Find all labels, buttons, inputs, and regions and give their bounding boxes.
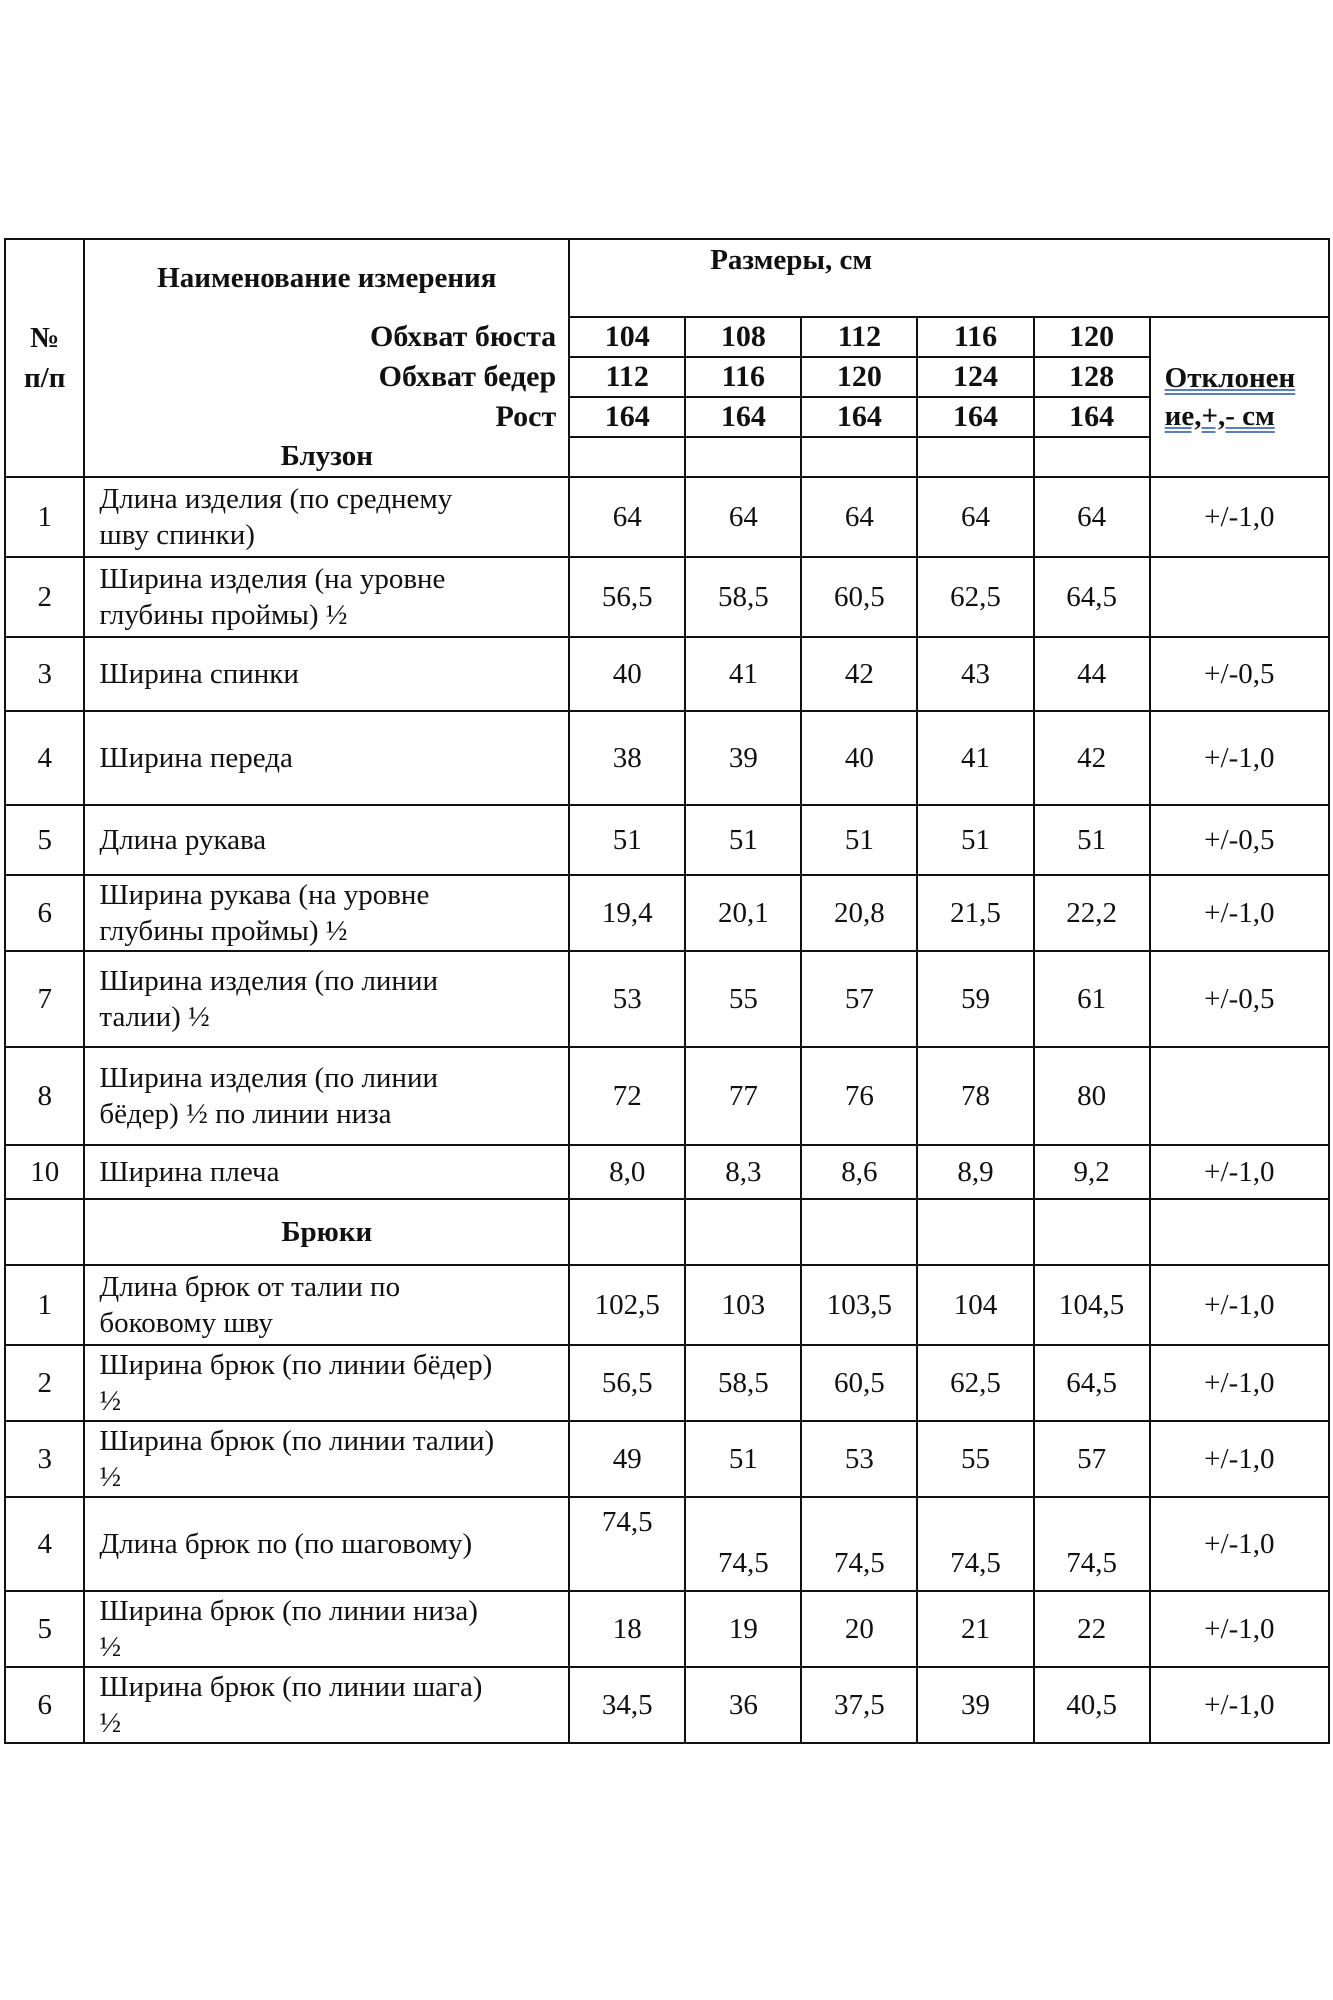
- header-row-hips: [5, 357, 1329, 397]
- header-sizes-cell: [569, 239, 1329, 317]
- empty-cell: [685, 1199, 801, 1265]
- measurement-name-line: ½: [99, 1631, 122, 1663]
- measurement-name: [84, 1265, 569, 1345]
- measurement-name-line: бёдер) ½ по линии низа: [99, 1098, 392, 1130]
- tolerance-value: +/-0,5: [1150, 637, 1329, 711]
- size-value: 20,1: [685, 875, 801, 951]
- size-value: 64: [917, 477, 1033, 557]
- size-value: 64: [685, 477, 801, 557]
- row-number: 3: [5, 1421, 84, 1497]
- size-value: 64: [801, 477, 917, 557]
- size-bust-1: 104: [569, 317, 685, 357]
- measurement-name: [84, 875, 569, 951]
- header-tolerance-cell: [1150, 317, 1329, 477]
- measurement-name: [84, 1591, 569, 1667]
- measurement-name-line: ½: [99, 1461, 122, 1493]
- page-bottom-cut: [4, 1758, 1330, 1770]
- size-value: 41: [685, 637, 801, 711]
- size-value: 80: [1034, 1047, 1150, 1145]
- section-title-blouson: Блузон: [84, 437, 569, 477]
- size-height-4: 164: [917, 397, 1033, 437]
- size-value: 43: [917, 637, 1033, 711]
- size-value: 8,9: [917, 1145, 1033, 1199]
- size-value: 8,3: [685, 1145, 801, 1199]
- size-bust-3: 112: [801, 317, 917, 357]
- size-value: 53: [801, 1421, 917, 1497]
- size-value: 20,8: [801, 875, 917, 951]
- size-value: 74,5: [685, 1497, 801, 1591]
- size-value: 103,5: [801, 1265, 917, 1345]
- row-number: 8: [5, 1047, 84, 1145]
- empty-cell: [685, 437, 801, 477]
- size-value: 62,5: [917, 1345, 1033, 1421]
- size-height-5: 164: [1034, 397, 1150, 437]
- measurement-name-line: Ширина плеча: [99, 1156, 280, 1188]
- empty-cell: [1150, 1199, 1329, 1265]
- measurement-name: [84, 1047, 569, 1145]
- header-number-label-1: №: [30, 322, 60, 354]
- tolerance-value: [1150, 1047, 1329, 1145]
- size-value: 62,5: [917, 557, 1033, 637]
- size-value: 64,5: [1034, 1345, 1150, 1421]
- size-bust-5: 120: [1034, 317, 1150, 357]
- measurement-name: [84, 1345, 569, 1421]
- tolerance-value: +/-0,5: [1150, 951, 1329, 1047]
- size-value: 57: [1034, 1421, 1150, 1497]
- measurement-name: [84, 805, 569, 875]
- measurement-name: [84, 1421, 569, 1497]
- table-row: [5, 805, 1329, 875]
- size-value: 58,5: [685, 1345, 801, 1421]
- table-row: [5, 1265, 1329, 1345]
- size-value: 64: [569, 477, 685, 557]
- size-hips-3: 120: [801, 357, 917, 397]
- header-name-cell: [84, 239, 569, 317]
- measurement-name-line: шву спинки): [99, 519, 255, 551]
- measurement-name-line: Длина брюк от талии по: [99, 1271, 401, 1303]
- measurement-name: [84, 1145, 569, 1199]
- measurement-name-line: Длина рукава: [99, 824, 267, 856]
- row-number: 6: [5, 1667, 84, 1743]
- size-height-2: 164: [685, 397, 801, 437]
- header-number-cell: [5, 239, 84, 477]
- empty-cell: [569, 437, 685, 477]
- size-value: 22: [1034, 1591, 1150, 1667]
- header-tolerance-label-2: [1165, 397, 1328, 435]
- row-number: 6: [5, 875, 84, 951]
- size-value: 40,5: [1034, 1667, 1150, 1743]
- measurement-name-line: Ширина спинки: [99, 658, 299, 690]
- size-chart-sheet: [4, 238, 1330, 1744]
- size-hips-1: 112: [569, 357, 685, 397]
- measurement-name-line: Ширина брюк (по линии талии): [99, 1425, 495, 1457]
- measurement-name: [84, 951, 569, 1047]
- size-value: 74,5: [1034, 1497, 1150, 1591]
- size-value: 22,2: [1034, 875, 1150, 951]
- size-bust-4: 116: [917, 317, 1033, 357]
- table-row: [5, 1421, 1329, 1497]
- size-value: 39: [685, 711, 801, 805]
- header-row-bust: [5, 317, 1329, 357]
- header-row-height: [5, 397, 1329, 437]
- measurement-name-line: ½: [99, 1385, 122, 1417]
- size-value: 78: [917, 1047, 1033, 1145]
- size-value: 56,5: [569, 1345, 685, 1421]
- size-value: 19: [685, 1591, 801, 1667]
- size-value: 104,5: [1034, 1265, 1150, 1345]
- size-value: 61: [1034, 951, 1150, 1047]
- table-row: [5, 1497, 1329, 1591]
- size-value: 37,5: [801, 1667, 917, 1743]
- size-value: 59: [917, 951, 1033, 1047]
- empty-cell: [1034, 1199, 1150, 1265]
- measurement-name-line: Ширина переда: [99, 742, 293, 774]
- tolerance-value: +/-1,0: [1150, 875, 1329, 951]
- measurement-name: [84, 711, 569, 805]
- section-row-1: [5, 1199, 1329, 1265]
- size-value: 76: [801, 1047, 917, 1145]
- header-tolerance-label-1: [1165, 359, 1328, 397]
- size-value: 38: [569, 711, 685, 805]
- empty-cell: [569, 1199, 685, 1265]
- size-value: 53: [569, 951, 685, 1047]
- measurement-name-line: Ширина брюк (по линии бёдер): [99, 1349, 493, 1381]
- measurement-name-line: глубины проймы) ½: [99, 599, 348, 631]
- measurement-name: [84, 1667, 569, 1743]
- size-hips-4: 124: [917, 357, 1033, 397]
- measurement-name-line: талии) ½: [99, 1001, 210, 1033]
- size-value: 56,5: [569, 557, 685, 637]
- measurement-name-line: Ширина изделия (по линии: [99, 1062, 438, 1094]
- table-row: [5, 1667, 1329, 1743]
- measurement-name: [84, 1497, 569, 1591]
- measurement-name-line: Ширина рукава (на уровне: [99, 879, 430, 911]
- header-label-bust: Обхват бюста: [84, 317, 569, 357]
- empty-cell: [917, 437, 1033, 477]
- tolerance-value: +/-1,0: [1150, 477, 1329, 557]
- row-number: 10: [5, 1145, 84, 1199]
- size-value: 42: [801, 637, 917, 711]
- size-value: 8,6: [801, 1145, 917, 1199]
- size-value: 104: [917, 1265, 1033, 1345]
- measurement-name: [84, 557, 569, 637]
- size-height-3: 164: [801, 397, 917, 437]
- size-hips-5: 128: [1034, 357, 1150, 397]
- row-number: 7: [5, 951, 84, 1047]
- size-value: 21,5: [917, 875, 1033, 951]
- tolerance-value: +/-0,5: [1150, 805, 1329, 875]
- measurement-name-line: ½: [99, 1707, 122, 1739]
- size-value: 74,5: [917, 1497, 1033, 1591]
- size-value: 41: [917, 711, 1033, 805]
- size-hips-2: 116: [685, 357, 801, 397]
- size-bust-2: 108: [685, 317, 801, 357]
- size-value: 51: [917, 805, 1033, 875]
- empty-cell: [917, 1199, 1033, 1265]
- table-row: [5, 557, 1329, 637]
- size-value: 19,4: [569, 875, 685, 951]
- size-value: 51: [685, 805, 801, 875]
- size-value: 40: [569, 637, 685, 711]
- header-label-hips: Обхват бедер: [84, 357, 569, 397]
- row-number: 1: [5, 477, 84, 557]
- size-value: 51: [801, 805, 917, 875]
- header-number-label-2: п/п: [23, 362, 66, 394]
- row-number: 1: [5, 1265, 84, 1345]
- table-row: [5, 875, 1329, 951]
- size-value: 36: [685, 1667, 801, 1743]
- table-row: [5, 1345, 1329, 1421]
- size-value: 51: [1034, 805, 1150, 875]
- tolerance-value: +/-1,0: [1150, 711, 1329, 805]
- row-number: 5: [5, 1591, 84, 1667]
- tolerance-value: +/-1,0: [1150, 1591, 1329, 1667]
- size-value: 57: [801, 951, 917, 1047]
- size-chart-table: [4, 238, 1330, 1744]
- size-value: 103: [685, 1265, 801, 1345]
- measurement-name: [84, 637, 569, 711]
- size-value: 55: [917, 1421, 1033, 1497]
- size-value: 40: [801, 711, 917, 805]
- size-value: 51: [685, 1421, 801, 1497]
- size-value: 58,5: [685, 557, 801, 637]
- tolerance-value: [1150, 557, 1329, 637]
- header-label-height: Рост: [84, 397, 569, 437]
- empty-cell: [1034, 437, 1150, 477]
- tolerance-value: +/-1,0: [1150, 1421, 1329, 1497]
- size-value: 60,5: [801, 1345, 917, 1421]
- size-height-1: 164: [569, 397, 685, 437]
- measurement-name-line: Ширина изделия (на уровне: [99, 563, 446, 595]
- header-row-title: [5, 239, 1329, 317]
- size-value: 64,5: [1034, 557, 1150, 637]
- size-value: 20: [801, 1591, 917, 1667]
- measurement-name-line: Ширина изделия (по линии: [99, 965, 438, 997]
- size-value: 42: [1034, 711, 1150, 805]
- size-value: 34,5: [569, 1667, 685, 1743]
- size-value: 74,5: [801, 1497, 917, 1591]
- size-value: 9,2: [1034, 1145, 1150, 1199]
- tolerance-value: +/-1,0: [1150, 1145, 1329, 1199]
- empty-cell: [5, 1199, 84, 1265]
- empty-cell: [801, 1199, 917, 1265]
- size-value: 18: [569, 1591, 685, 1667]
- measurement-name-line: боковому шву: [99, 1307, 273, 1339]
- measurement-name: [84, 477, 569, 557]
- section-row-blouson: [5, 437, 1329, 477]
- size-value: 60,5: [801, 557, 917, 637]
- row-number: 4: [5, 1497, 84, 1591]
- size-value: 102,5: [569, 1265, 685, 1345]
- measurement-name-line: глубины проймы) ½: [99, 915, 348, 947]
- table-row: [5, 711, 1329, 805]
- measurement-name-line: Длина изделия (по среднему: [99, 483, 453, 515]
- row-number: 2: [5, 1345, 84, 1421]
- row-number: 2: [5, 557, 84, 637]
- row-number: 3: [5, 637, 84, 711]
- tolerance-value: +/-1,0: [1150, 1345, 1329, 1421]
- size-value: 49: [569, 1421, 685, 1497]
- tolerance-value: +/-1,0: [1150, 1497, 1329, 1591]
- size-value: 44: [1034, 637, 1150, 711]
- measurement-name-line: Ширина брюк (по линии шага): [99, 1671, 483, 1703]
- header-tolerance-text-1: Отклонен: [1164, 362, 1296, 394]
- size-value: 72: [569, 1047, 685, 1145]
- table-row: [5, 477, 1329, 557]
- table-row: [5, 637, 1329, 711]
- size-value: 55: [685, 951, 801, 1047]
- size-value: 21: [917, 1591, 1033, 1667]
- header-tolerance-text-2: ие,+,- см: [1164, 400, 1275, 432]
- row-number: 4: [5, 711, 84, 805]
- size-value: 74,5: [569, 1497, 685, 1591]
- size-value: 51: [569, 805, 685, 875]
- table-row: [5, 951, 1329, 1047]
- table-row: [5, 1145, 1329, 1199]
- tolerance-value: +/-1,0: [1150, 1265, 1329, 1345]
- header-name-label: Наименование измерения: [157, 262, 497, 294]
- size-value: 8,0: [569, 1145, 685, 1199]
- section-title: Брюки: [84, 1199, 569, 1265]
- table-row: [5, 1047, 1329, 1145]
- table-row: [5, 1591, 1329, 1667]
- size-value: 77: [685, 1047, 801, 1145]
- size-value: 39: [917, 1667, 1033, 1743]
- empty-cell: [801, 437, 917, 477]
- row-number: 5: [5, 805, 84, 875]
- header-sizes-label: Размеры, см: [710, 244, 873, 276]
- measurement-name-line: Длина брюк по (по шаговому): [99, 1528, 473, 1560]
- measurement-name-line: Ширина брюк (по линии низа): [99, 1595, 478, 1627]
- size-value: 64: [1034, 477, 1150, 557]
- tolerance-value: +/-1,0: [1150, 1667, 1329, 1743]
